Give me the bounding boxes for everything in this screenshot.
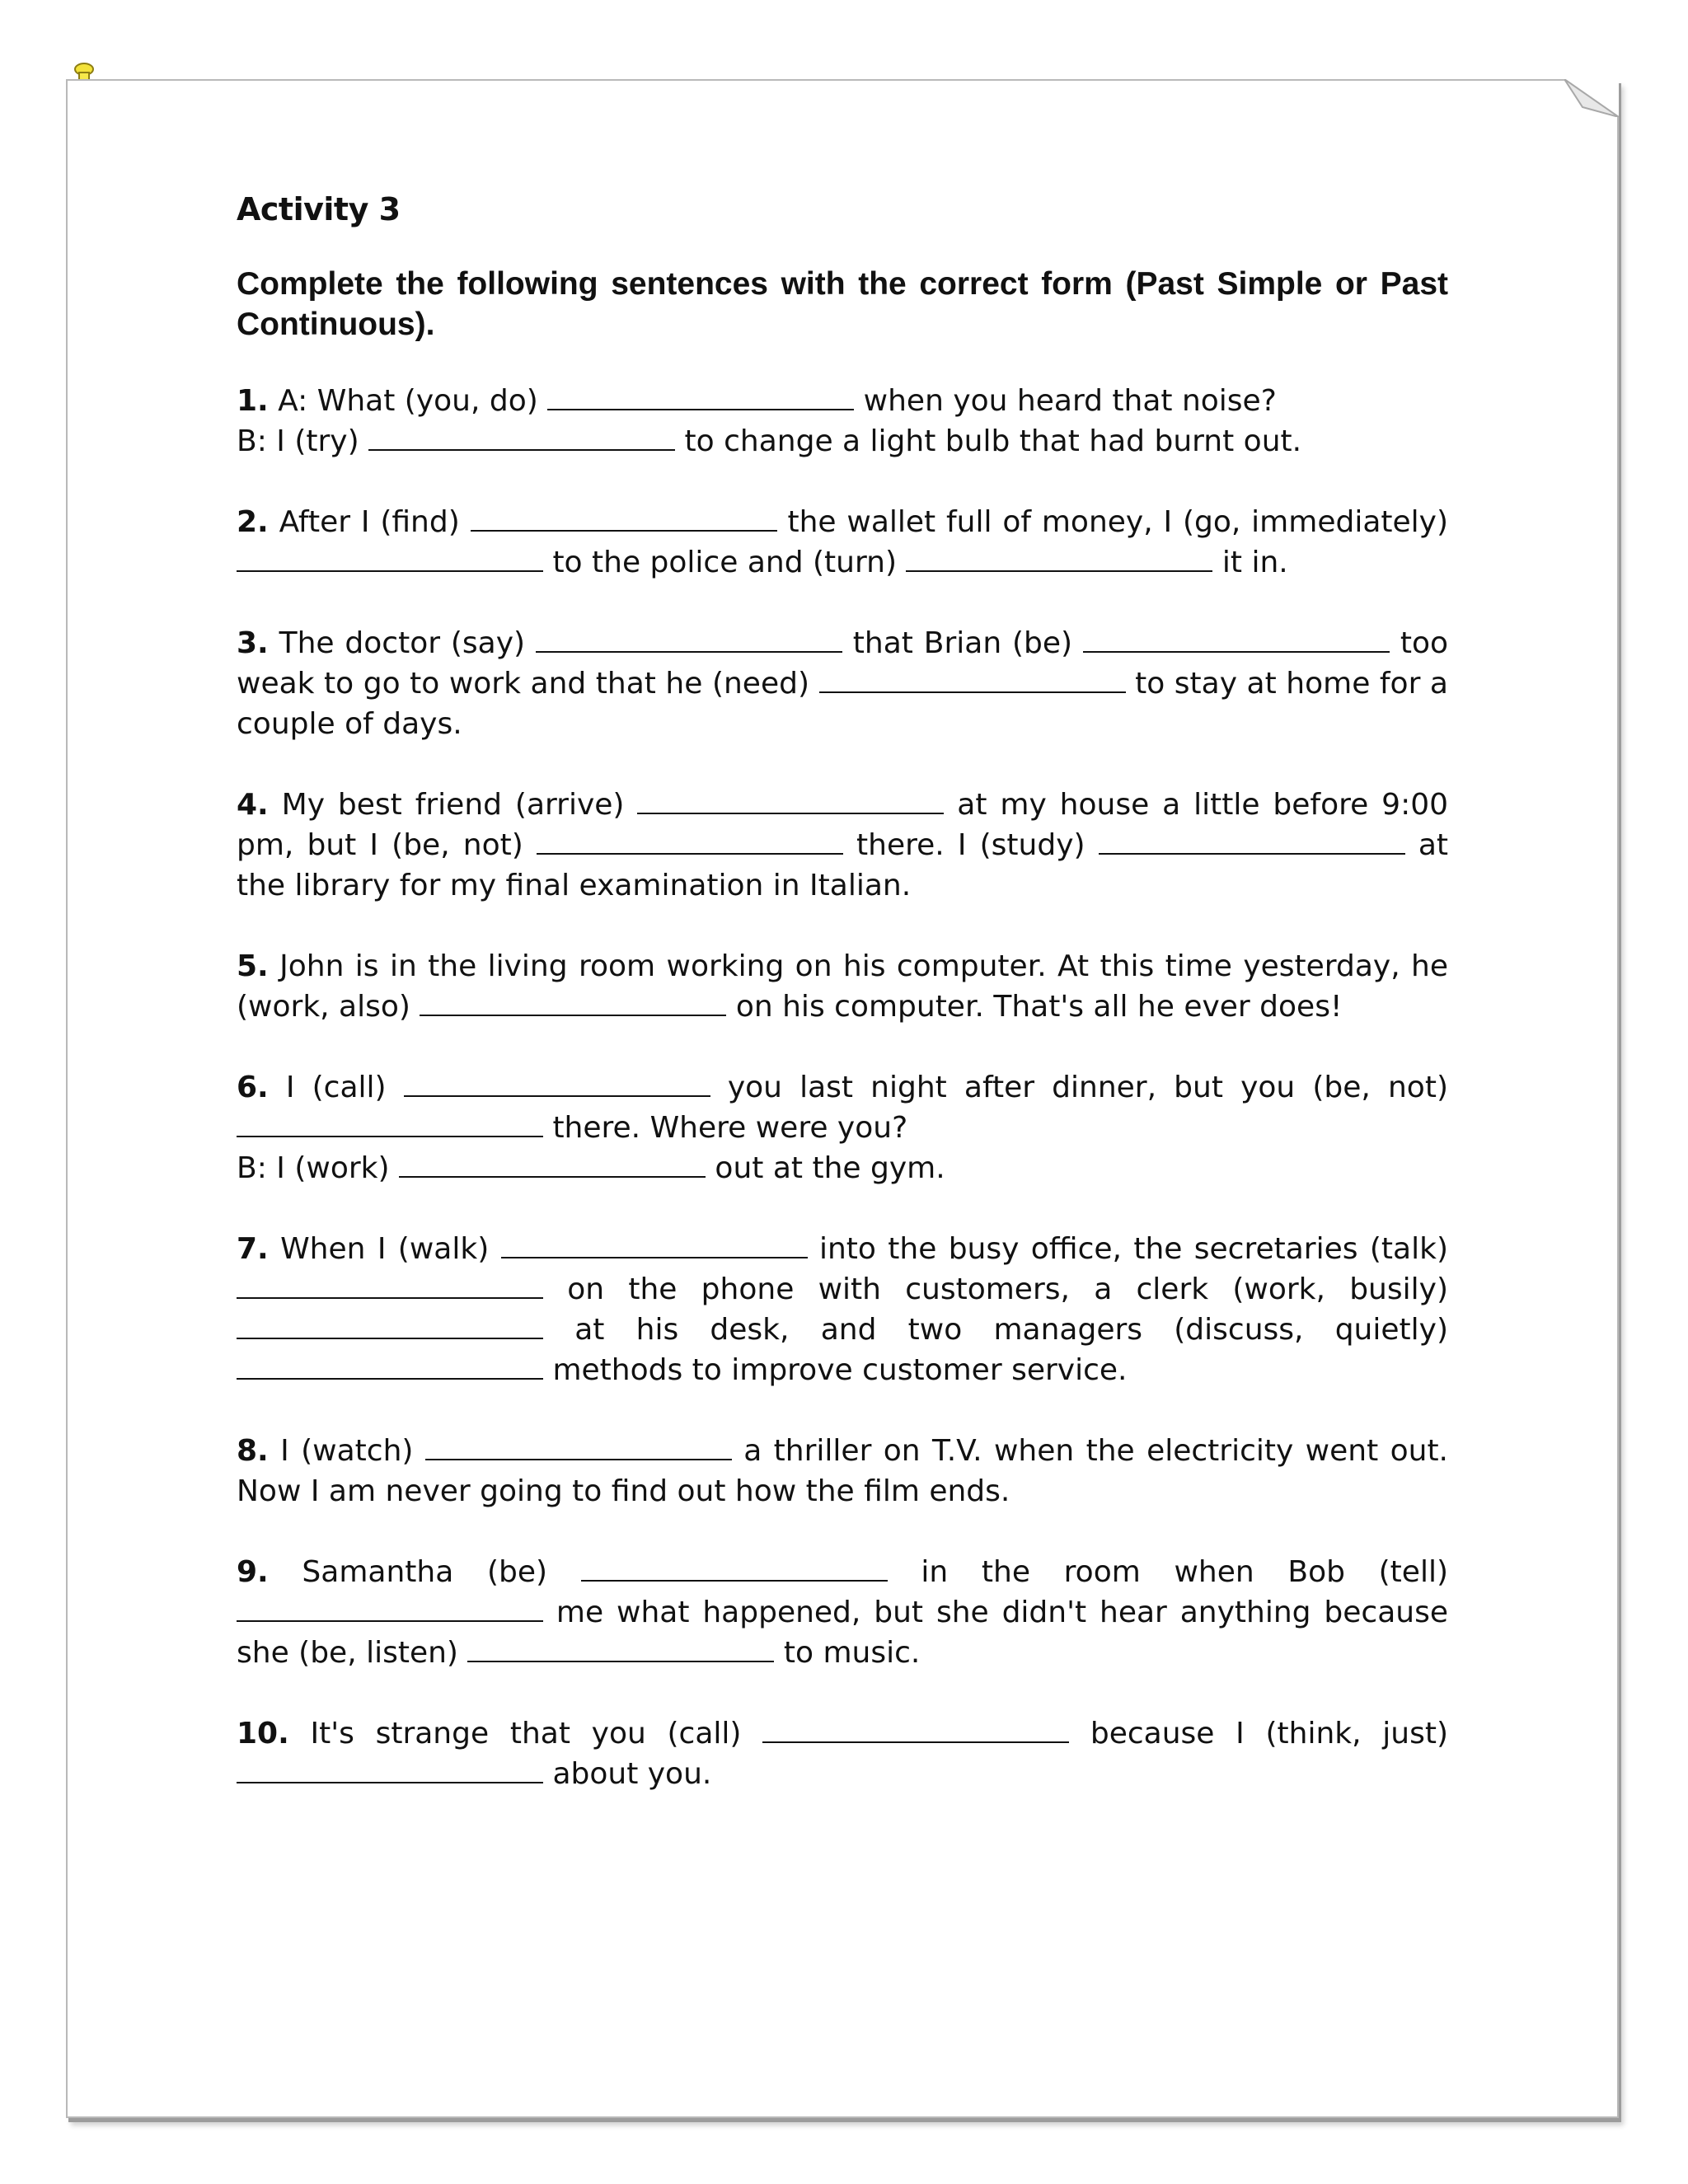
- answer-blank[interactable]: [237, 1109, 543, 1137]
- item-number: 5.: [237, 949, 269, 983]
- item-number: 8.: [237, 1434, 269, 1468]
- answer-blank[interactable]: [1083, 625, 1390, 653]
- page-curl-icon: [1564, 79, 1619, 117]
- sentence-text: at his desk, and two managers (discuss, quietly): [543, 1313, 1448, 1347]
- answer-blank[interactable]: [467, 1634, 774, 1662]
- answer-blank[interactable]: [501, 1230, 808, 1258]
- sentence-text: A: What (you, do): [268, 384, 548, 418]
- exercise-item: [237, 502, 1448, 583]
- answer-blank[interactable]: [420, 988, 726, 1016]
- item-number: 6.: [237, 1071, 269, 1104]
- item-number: 1.: [237, 384, 269, 418]
- sentence-text: It's strange that you (call): [288, 1717, 763, 1750]
- exercise-item: [237, 946, 1448, 1027]
- sentence-text: when you heard that noise?: [854, 384, 1277, 418]
- sentence-text: on the phone with customers, a clerk (work, busily): [543, 1272, 1448, 1306]
- exercise-list: [237, 381, 1448, 1794]
- answer-blank[interactable]: [581, 1554, 888, 1582]
- exercise-item: [237, 1229, 1448, 1390]
- sentence-text: to music.: [774, 1636, 921, 1670]
- sentence-text: I (call): [268, 1071, 404, 1104]
- instruction-text: Complete the following sentences with the correct form (Past Simple or Past Continuous).: [237, 266, 1448, 342]
- sentence-text: at my house a little before 9:00 pm, but I (be, not): [237, 788, 1449, 862]
- sentence-text: on his computer. That's all he ever does!: [726, 990, 1343, 1024]
- exercise-item: [237, 1067, 1448, 1188]
- sentence-text: too weak to go to work and that he (need): [237, 626, 1448, 701]
- answer-blank[interactable]: [237, 1755, 543, 1783]
- sentence-text: because I (think, just): [1069, 1717, 1448, 1750]
- answer-blank[interactable]: [399, 1150, 706, 1178]
- answer-blank[interactable]: [762, 1715, 1069, 1743]
- sentence-text: to the police and (turn): [543, 546, 907, 579]
- sentence-text: B: I (work): [237, 1151, 399, 1185]
- sentence-text: out at the gym.: [705, 1151, 945, 1185]
- activity-title: Activity 3: [237, 191, 401, 227]
- item-number: 3.: [237, 626, 269, 660]
- sentence-text: there. Where were you?: [543, 1111, 908, 1145]
- answer-blank[interactable]: [237, 1311, 543, 1339]
- dialogue-line-b: [237, 1148, 1448, 1188]
- item-number: 9.: [237, 1555, 269, 1589]
- answer-blank[interactable]: [906, 544, 1212, 572]
- answer-blank[interactable]: [237, 1594, 543, 1622]
- sentence-text: methods to improve customer service.: [543, 1353, 1128, 1387]
- sentence-text: to change a light bulb that had burnt out.: [675, 424, 1302, 458]
- sentence-text: you last night after dinner, but you (be, not): [710, 1071, 1448, 1104]
- sentence-text: at the library for my final examination in Italian.: [237, 828, 1448, 902]
- sentence-text: me what happened, but she didn't hear anything because she (be, listen): [237, 1596, 1448, 1670]
- sentence-text: The doctor (say): [268, 626, 536, 660]
- dialogue-line-b: [237, 421, 1448, 462]
- item-number: 2.: [237, 505, 269, 539]
- answer-blank[interactable]: [536, 625, 842, 653]
- item-number: 10.: [237, 1717, 289, 1750]
- answer-blank[interactable]: [1099, 827, 1405, 855]
- answer-blank[interactable]: [237, 1271, 543, 1299]
- sentence-text: When I (walk): [268, 1232, 501, 1266]
- answer-blank[interactable]: [368, 423, 675, 451]
- answer-blank[interactable]: [425, 1432, 732, 1460]
- item-number: 4.: [237, 788, 269, 822]
- answer-blank[interactable]: [471, 504, 777, 532]
- sentence-text: After I (find): [268, 505, 471, 539]
- answer-blank[interactable]: [404, 1069, 710, 1097]
- sentence-text: a thriller on T.V. when the electricity went out. Now I am never going to find out how the film ends.: [237, 1434, 1448, 1508]
- worksheet-page: [66, 79, 1619, 2118]
- exercise-item: [237, 623, 1448, 744]
- sentence-text: the wallet full of money, I (go, immediately): [776, 505, 1448, 539]
- exercise-item: [237, 1552, 1448, 1673]
- sentence-text: Samantha (be): [268, 1555, 581, 1589]
- exercise-item: [237, 381, 1448, 462]
- sentence-text: I (watch): [268, 1434, 425, 1468]
- sentence-text: B: I (try): [237, 424, 369, 458]
- sentence-text: to stay at home for a couple of days.: [237, 667, 1448, 741]
- answer-blank[interactable]: [537, 827, 843, 855]
- sentence-text: into the busy office, the secretaries (talk): [807, 1232, 1448, 1266]
- exercise-item: [237, 1713, 1448, 1794]
- sentence-text: in the room when Bob (tell): [887, 1555, 1448, 1589]
- answer-blank[interactable]: [637, 786, 944, 814]
- answer-blank[interactable]: [547, 382, 854, 410]
- exercise-item: [237, 1431, 1448, 1511]
- sentence-text: there. I (study): [842, 828, 1099, 862]
- answer-blank[interactable]: [819, 665, 1126, 693]
- sentence-text: John is in the living room working on his computer. At this time yesterday, he (work, also): [237, 949, 1448, 1024]
- exercise-item: [237, 785, 1448, 906]
- sentence-text: about you.: [543, 1757, 712, 1791]
- item-number: 7.: [237, 1232, 269, 1266]
- sentence-text: that Brian (be): [842, 626, 1083, 660]
- sentence-text: it in.: [1212, 546, 1288, 579]
- answer-blank[interactable]: [237, 544, 543, 572]
- worksheet-content: [237, 191, 1448, 1835]
- answer-blank[interactable]: [237, 1352, 543, 1380]
- sentence-text: My best friend (arrive): [268, 788, 638, 822]
